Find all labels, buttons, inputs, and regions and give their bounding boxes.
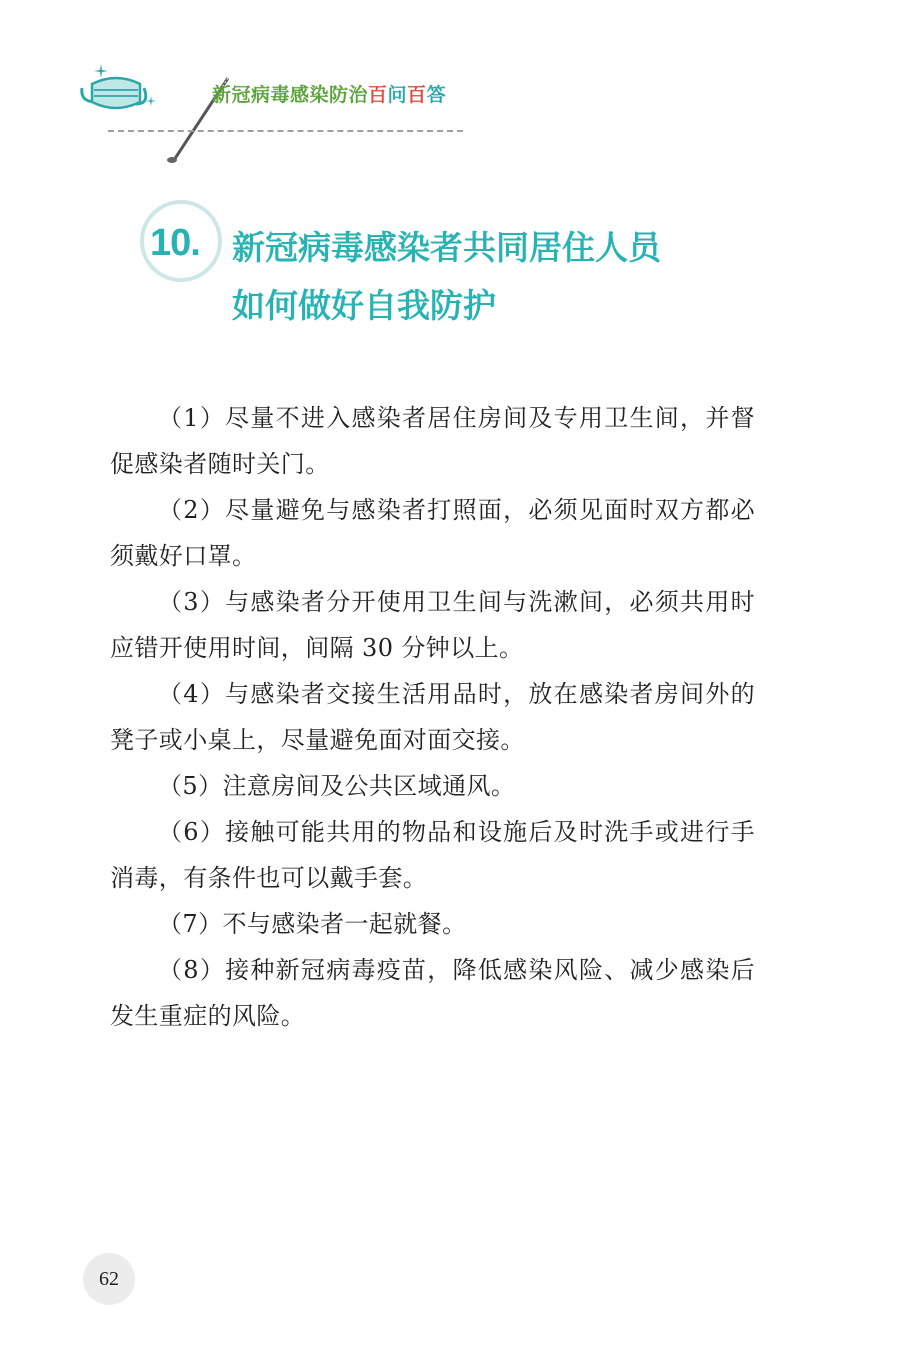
- section-number: 10.: [150, 222, 200, 264]
- paragraph: （3）与感染者分开使用卫生间与洗漱间，必须共用时应错开使用时间，间隔 30 分钟以上。: [110, 588, 755, 662]
- paragraph: （4）与感染者交接生活用品时，放在感染者房间外的凳子或小桌上，尽量避免面对面交接。: [110, 680, 755, 754]
- section-title-line-1: 新冠病毒感染者共同居住人员: [232, 228, 661, 267]
- page-number: 62: [99, 1268, 119, 1290]
- paragraph: （7）不与感染者一起就餐。: [158, 910, 467, 938]
- paragraph: （5）注意房间及公共区域通风。: [158, 772, 516, 800]
- section-title-line-2: 如何做好自我防护: [232, 286, 496, 325]
- book-title: 新冠病毒感染防治百问百答: [212, 84, 447, 106]
- paragraph: （1）尽量不进入感染者居住房间及专用卫生间，并督促感染者随时关门。: [110, 404, 755, 478]
- sparkle-icon: [146, 96, 156, 106]
- header-divider: [108, 130, 463, 132]
- paragraph: （8）接种新冠病毒疫苗，降低感染风险、减少感染后发生重症的风险。: [110, 956, 755, 1030]
- paragraph: （2）尽量避免与感染者打照面，必须见面时双方都必须戴好口罩。: [110, 496, 755, 570]
- paragraph: （6）接触可能共用的物品和设施后及时洗手或进行手消毒，有条件也可以戴手套。: [110, 818, 755, 892]
- sparkle-icon: [94, 64, 108, 78]
- section-title: [232, 219, 752, 335]
- page-header: [78, 62, 478, 162]
- body-text: [110, 395, 755, 1039]
